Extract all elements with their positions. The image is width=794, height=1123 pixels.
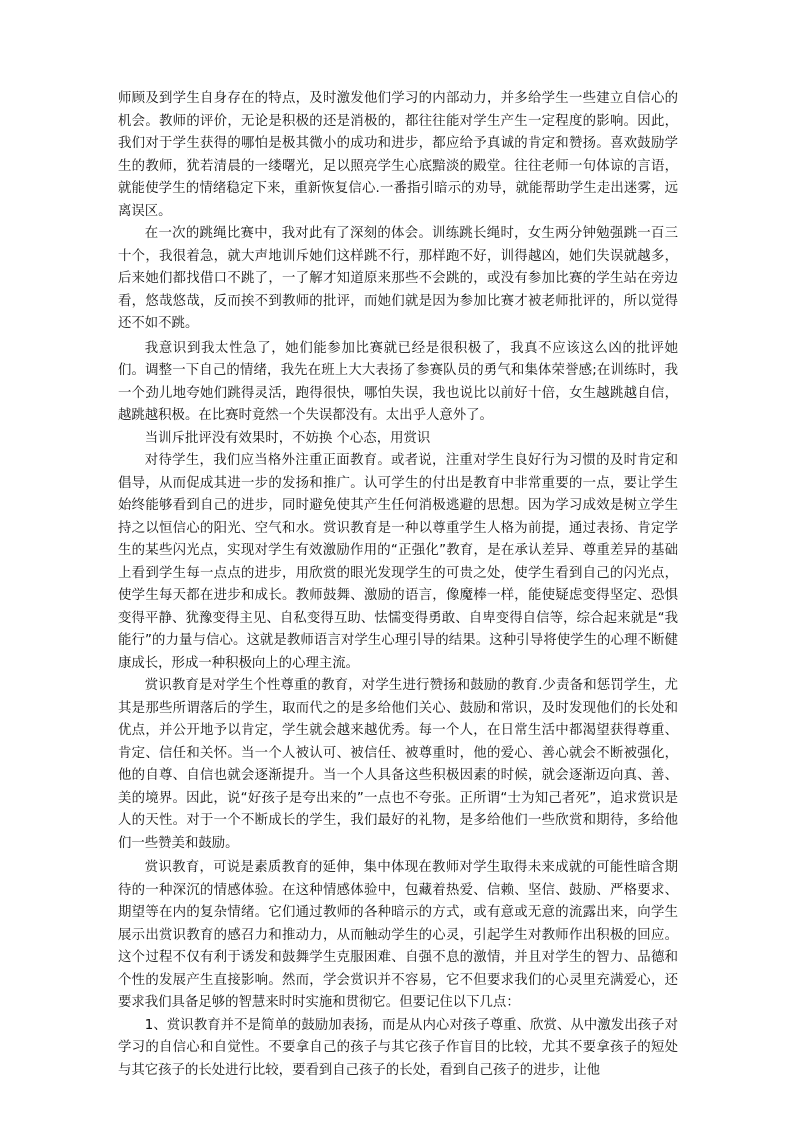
- paragraph-self-reflection: 我意识到我太性急了，她们能参加比赛就已经是很积极了，我真不应该这么凶的批评她们。调整一下自己的情绪，我先在班上大大表扬了参赛队员的勇气和集体荣誉感;在训练时，我一个劲儿地夸她们跳得灵活，跑得很快，哪怕失误，我也说比以前好十倍，女生越跳越自信，越跳越积极。在比赛时竟然一个失误都没有。太出乎人意外了。: [118, 340, 678, 423]
- paragraph-appreciation-respect: 赏识教育是对学生个性尊重的教育，对学生进行赞扬和鼓励的教育.少责备和惩罚学生，尤其是那些所谓落后的学生，取而代之的是多给他们关心、鼓励和常识，及时发现他们的长处和优点，并公开地予以肯定，学生就会越来越优秀。每一个人，在日常生活中都渴望获得尊重、肯定、信任和关怀。当一个人被认可、被信任、被尊重时，他的爱心、善心就会不断被强化，他的自尊、自信也就会逐渐提升。当一个人具备这些积极因素的时候，就会逐渐迈向真、善、美的境界。因此，说“好孩子是夸出来的”一点也不夸张。正所谓“士为知己者死”，追求赏识是人的天性。对于一个不断成长的学生，我们最好的礼物，是多给他们一些欣赏和期待，多给他们一些赞美和鼓励。: [118, 678, 678, 851]
- paragraph-point-1: 1、赏识教育并不是简单的鼓励加表扬，而是从内心对孩子尊重、欣赏、从中激发出孩子对学习的自信心和自觉性。不要拿自己的孩子与其它孩子作盲目的比较，尤其不要拿孩子的短处与其它孩子的长处进行比较，要看到自己孩子的长处，看到自己孩子的进步，让他: [118, 1017, 678, 1078]
- paragraph-positive-education: 对待学生，我们应当格外注重正面教育。或者说，注重对学生良好行为习惯的及时肯定和倡导，从而促成其进一步的发扬和推广。认可学生的付出是教育中非常重要的一点，要让学生始终能够看到自己的进步，同时避免使其产生任何消极逃避的思想。因为学习成效是树立学生持之以恒信心的阳光、空气和水。赏识教育是一种以尊重学生人格为前提，通过表扬、肯定学生的某些闪光点，实现对学生有效激励作用的“正强化”教育，是在承认差异、尊重差异的基础上看到学生每一点点的进步，用欣赏的眼光发现学生的可贵之处，使学生看到自己的闪光点，使学生每天都在进步和成长。教师鼓舞、激励的语言，像魔棒一样，能使疑虑变得坚定、恐惧变得平静、犹豫变得主见、自私变得互助、怯懦变得勇敢、自卑变得自信等，综合起来就是“我能行”的力量与信心。这就是教师语言对学生心理引导的结果。这种引导将使学生的心理不断健康成长，形成一种积极向上的心理主流。: [118, 453, 678, 671]
- paragraph-jump-rope-story: 在一次的跳绳比赛中，我对此有了深刻的体会。训练跳长绳时，女生两分钟勉强跳一百三十个，我很着急，就大声地训斥她们这样跳不行，那样跑不好，训得越凶，她们失误就越多，后来她们都找借口不跳了，一了解才知道原来那些不会跳的，或没有参加比赛的学生站在旁边看，悠哉悠哉，反而挨不到教师的批评，而她们就是因为参加比赛才被老师批评的，所以觉得还不如不跳。: [118, 226, 678, 331]
- paragraph-heading-line: 当训斥批评没有效果时，不妨换 个心态，用赏识: [144, 430, 431, 446]
- paragraph-quality-education: 赏识教育，可说是素质教育的延伸，集中体现在教师对学生取得未来成就的可能性暗含期待的一种深沉的情感体验。在这种情感体验中，包藏着热爱、信赖、坚信、鼓励、严格要求、期望等在内的复杂情绪。它们通过教师的各种暗示的方式，或有意或无意的流露出来，向学生展示出赏识教育的感召力和推动力，从而触动学生的心灵，引起学生对教师作出积极的回应。这个过程不仅有利于诱发和鼓舞学生克服困难、自强不息的激情，并且对学生的智力、品德和个性的发展产生直接影响。然而，学会赏识并不容易，它不但要求我们的心灵里充满爱心，还要求我们具备足够的智慧来时时实施和贯彻它。但要记住以下几点：: [118, 860, 678, 1010]
- document-page: [118, 88, 678, 1082]
- paragraph-continuation: 师顾及到学生自身存在的特点，及时激发他们学习的内部动力，并多给学生一些建立自信心的机会。教师的评价，无论是积极的还是消极的，都往往能对学生产生一定程度的影响。因此，我们对于学生获得的哪怕是极其微小的成功和进步，都应给予真诚的肯定和赞扬。喜欢鼓励学生的教师，犹若清晨的一缕曙光，足以照亮学生心底黯淡的殿堂。往往老师一句体谅的言语，就能使学生的情绪稳定下来，重新恢复信心.一番指引暗示的劝导，就能帮助学生走出迷雾，远离误区。: [118, 91, 678, 219]
